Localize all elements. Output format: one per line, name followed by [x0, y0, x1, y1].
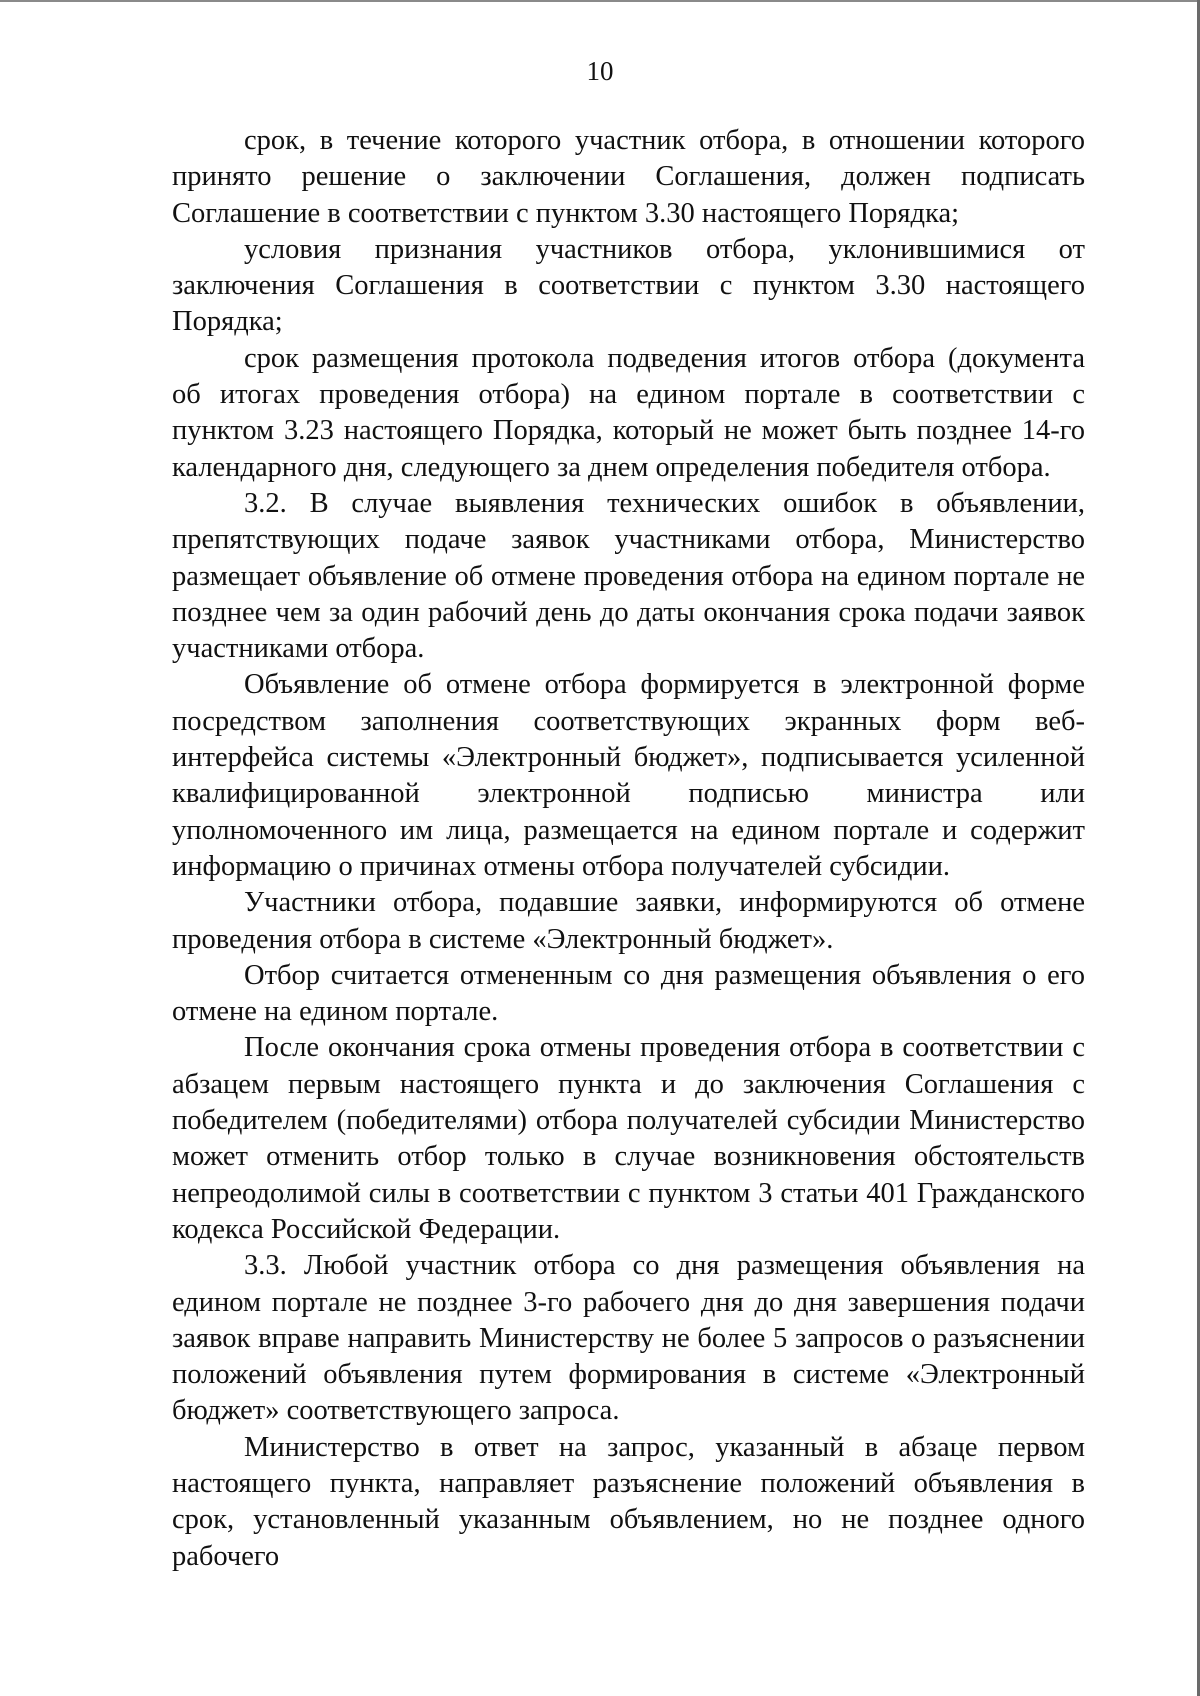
paragraph-evasion-conditions: условия признания участников отбора, уклонившимися от заключения Соглашения в соответствии с пунктом 3.30 настоящего Порядка; — [172, 233, 1085, 338]
paragraph-section-3-3: 3.3. Любой участник отбора со дня размещения объявления на едином портале не позднее 3-го рабочего дня до дня завершения подачи заявок вправе направить Министерству не более 5 запросов о разъяснении положений объявления путем формирования в системе «Электронный бюджет» соответствующего запроса. — [172, 1250, 1085, 1427]
paragraph-cancellation-notice: Объявление об отмене отбора формируется в электронной форме посредством заполнения соответствующих экранных форм веб-интерфейса системы «Электронный бюджет», подписывается усиленной квалифицированной электронной подписью министра или уполномоченного им лица, размещается на едином портале и содержит информацию о причинах отмены отбора получателей субсидии. — [172, 669, 1085, 882]
paragraph-protocol-deadline: срок размещения протокола подведения итогов отбора (документа об итогах проведения отбора) на едином портале в соответствии с пунктом 3.23 настоящего Порядка, который не может быть позднее 14-го календарного дня, следующего за днем определения победителя отбора. — [172, 342, 1085, 483]
paragraph-force-majeure: После окончания срока отмены проведения отбора в соответствии с абзацем первым настоящего пункта и до заключения Соглашения с победителем (победителями) отбора получателей субсидии Министерство может отменить отбор только в случае возникновения обстоятельств непреодолимой силы в соответствии с пунктом 3 статьи 401 Гражданского кодекса Российской Федерации. — [172, 1032, 1085, 1245]
paragraph-ministry-response: Министерство в ответ на запрос, указанный в абзаце первом настоящего пункта, направляет разъяснение положений объявления в срок, установленный указанным объявлением, но не позднее одного рабочего — [172, 1431, 1085, 1572]
paragraph-section-3-2: 3.2. В случае выявления технических ошибок в объявлении, препятствующих подаче заявок участниками отбора, Министерство размещает объявление об отмене проведения отбора на едином портале не позднее чем за один рабочий день до даты окончания срока подачи заявок участниками отбора. — [172, 487, 1085, 665]
paragraph-participants-informed: Участники отбора, подавшие заявки, информируются об отмене проведения отбора в системе «Электронный бюджет». — [172, 887, 1085, 955]
paragraph-cancellation-effective: Отбор считается отмененным со дня размещения объявления о его отмене на едином портале. — [172, 959, 1085, 1028]
page-number: 10 — [586, 56, 614, 86]
scan-edge-top — [0, 0, 1200, 2]
paragraph-signing-deadline: срок, в течение которого участник отбора, в отношении которого принято решение о заключении Соглашения, должен подписать Соглашение в соответствии с пунктом 3.30 настоящего Порядка; — [172, 125, 1085, 229]
document-body — [172, 123, 1085, 1575]
